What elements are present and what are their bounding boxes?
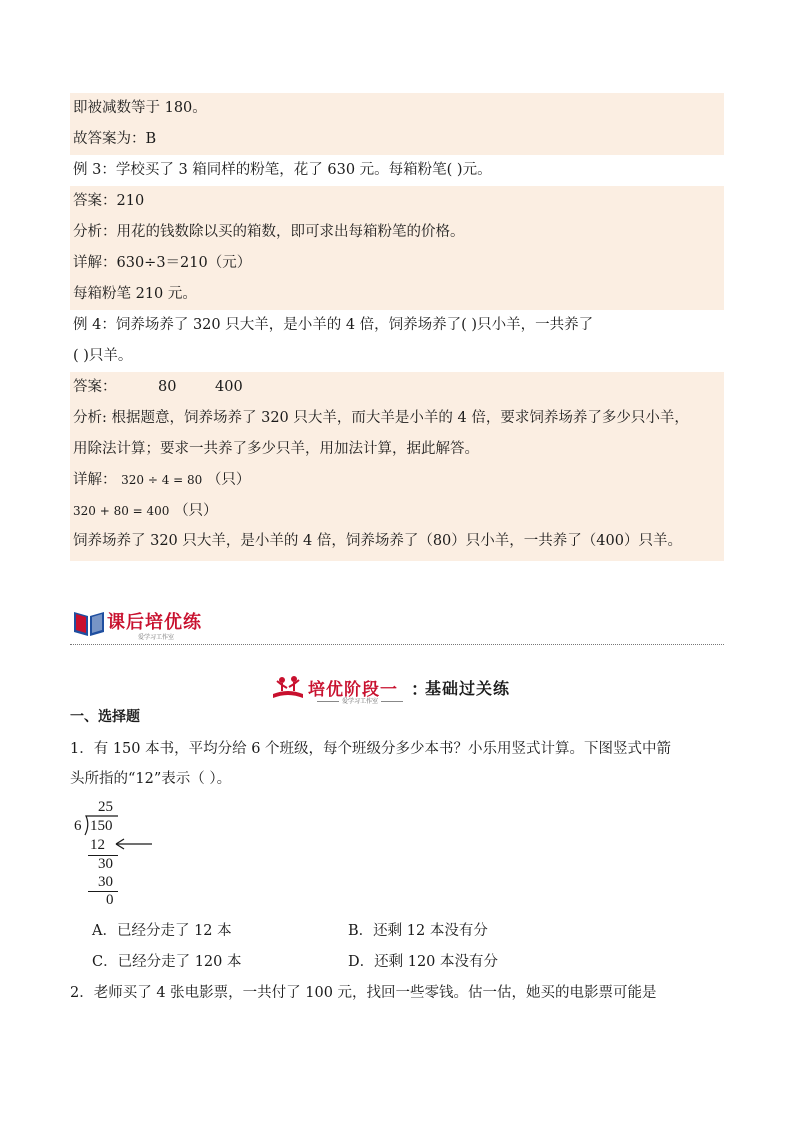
- q1-option-b[interactable]: B．还剩 12 本没有分: [348, 923, 488, 939]
- ex4-detail-label: 详解：: [73, 472, 117, 488]
- stage-heading: [268, 672, 568, 706]
- book-icon: [72, 608, 106, 642]
- ex4-answer: [70, 372, 724, 403]
- q1-option-d[interactable]: D．还剩 120 本没有分: [348, 954, 499, 970]
- section-heading: 一、选择题: [70, 709, 140, 725]
- long-division: [74, 798, 194, 910]
- left-arrow-icon: [114, 837, 154, 851]
- ex3-answer: 答案：210: [70, 186, 724, 217]
- ex4-answer-2: 400: [215, 379, 243, 395]
- ex4-question-line2: ( )只羊。: [73, 348, 133, 364]
- ex4-answer-label: 答案：: [73, 379, 117, 395]
- division-divisor: 6: [74, 818, 82, 834]
- ex4-analysis-line2: 用除法计算；要求一共养了多少只羊，用加法计算，据此解答。: [70, 434, 724, 465]
- division-step3: 30: [98, 874, 113, 890]
- ex4-analysis-line1: 分析: 根据题意，饲养场养了 320 只大羊，而大羊是小羊的 4 倍，要求饲养场养了多少只小羊，: [70, 403, 724, 434]
- division-quotient: 25: [98, 799, 113, 815]
- division-step1: 12: [90, 837, 105, 853]
- section-banner-subtitle: 爱学习工作室: [138, 634, 175, 641]
- ex4-answer-1: 80: [158, 379, 177, 395]
- stage-title: 培优阶段一: [308, 680, 398, 700]
- q1-line1: 1．有 150 本书，平均分给 6 个班级，每个班级分多少本书？小乐用竖式计算。下图竖式中箭: [70, 741, 672, 757]
- ex3-conclusion: 每箱粉笔 210 元。: [70, 279, 724, 310]
- ex3-analysis: 分析：用花的钱数除以买的箱数，即可求出每箱粉笔的价格。: [70, 217, 724, 248]
- q1-option-a[interactable]: A．已经分走了 12 本: [92, 923, 232, 939]
- reading-figures-icon: [270, 674, 306, 706]
- ex2-line1: 即被减数等于 180。: [70, 93, 724, 124]
- division-step2: 30: [98, 856, 113, 872]
- q2-line1: 2．老师买了 4 张电影票，一共付了 100 元，找回一些零钱。估一估，她买的电影票可能是: [70, 985, 657, 1001]
- stage-subtitle: 基础过关练: [425, 679, 511, 698]
- ex4-detail-unit2: （只）: [174, 503, 218, 519]
- ex2-line2: 故答案为：B: [70, 124, 724, 155]
- ex4-detail-unit1: （只）: [206, 472, 251, 488]
- stage-tag: 爱学习工作室: [310, 696, 410, 705]
- ex4-detail-eq1: 320 ÷ 4 = 80: [121, 473, 203, 487]
- ex4-detail-eq2: 320 + 80 = 400: [73, 504, 170, 518]
- ex4-detail2: [70, 496, 724, 527]
- section-banner-title: 课后培优练: [107, 612, 202, 633]
- division-remainder: 0: [106, 892, 114, 908]
- ex3-detail: 详解：630÷3＝210（元）: [70, 248, 724, 279]
- division-line2: [88, 891, 118, 892]
- ex3-question: 例 3：学校买了 3 箱同样的粉笔，花了 630 元。每箱粉笔( )元。: [73, 162, 492, 178]
- division-dividend: 150: [90, 818, 113, 834]
- ex4-question-line1: 例 4：饲养场养了 320 只大羊，是小羊的 4 倍，饲养场养了( )只小羊，一共养了: [73, 317, 594, 333]
- q1-option-c[interactable]: C．已经分走了 120 本: [92, 954, 242, 970]
- section-banner: [70, 606, 724, 646]
- ex4-detail: [70, 465, 724, 496]
- stage-colon: ：: [411, 680, 428, 700]
- q1-line2: 头所指的“12”表示（ ）。: [70, 771, 232, 787]
- dotted-divider: [70, 644, 724, 645]
- ex4-conclusion: 饲养场养了 320 只大羊，是小羊的 4 倍，饲养场养了（80）只小羊，一共养了（400）只羊。: [70, 527, 724, 561]
